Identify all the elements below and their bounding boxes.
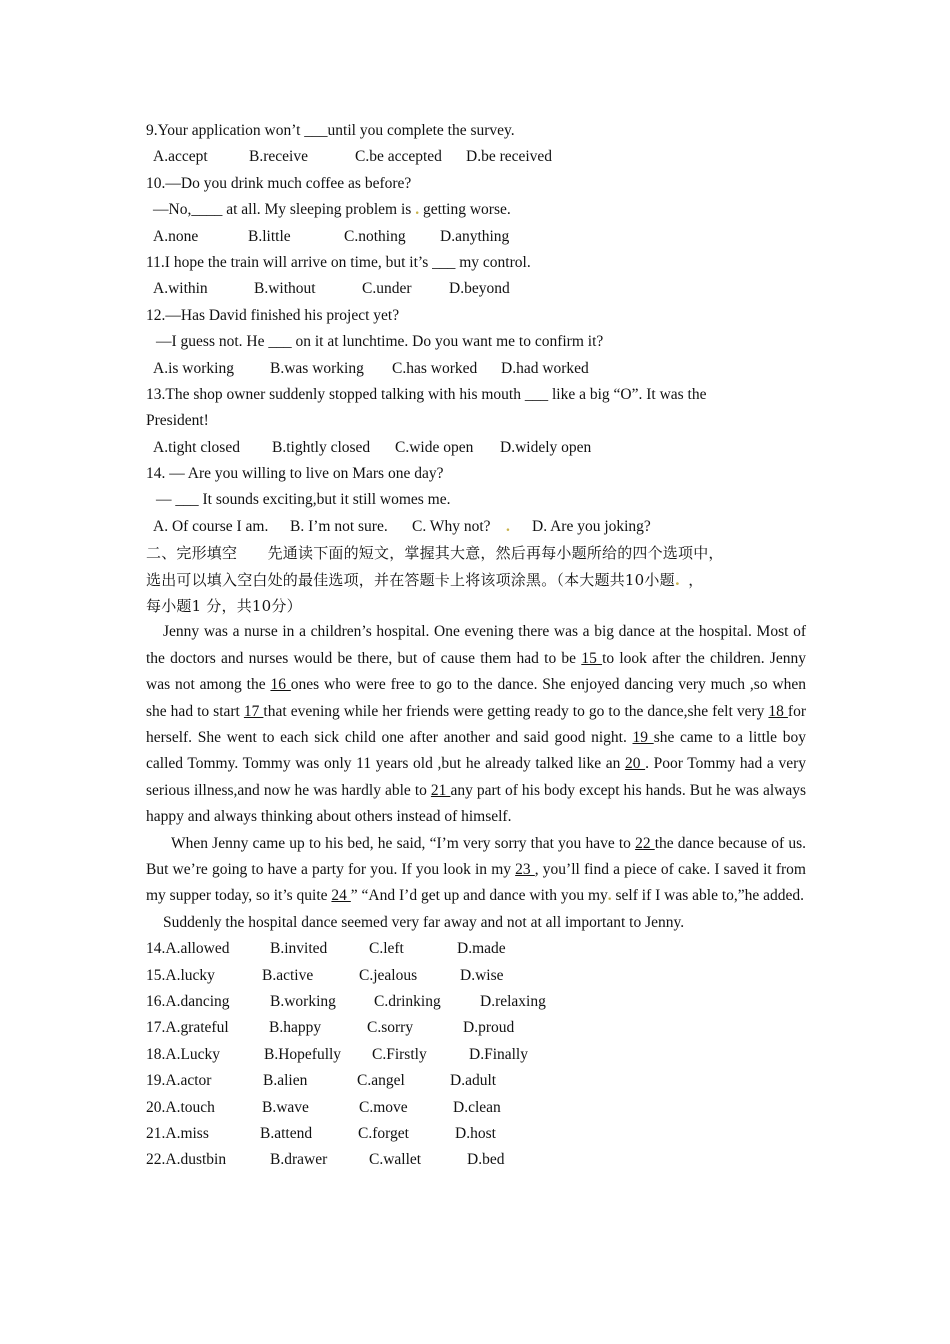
option-d: D.proud <box>463 1019 515 1037</box>
option-c: C.jealous <box>359 966 418 984</box>
option-a: A.none <box>153 227 199 245</box>
passage-paragraph-1 <box>146 619 806 830</box>
option-c: C.forget <box>358 1125 409 1143</box>
passage-text: to look after the children. Jenny was not among the <box>146 649 807 694</box>
blank-20: 20 <box>624 755 646 773</box>
exam-page <box>146 118 806 1174</box>
option-a: 21.A.miss <box>146 1125 209 1143</box>
option-a: A. Of course I am. <box>153 517 269 535</box>
cloze-options-14 <box>146 936 806 962</box>
option-b: B.active <box>262 966 314 984</box>
option-b: B.alien <box>263 1072 308 1090</box>
option-d: D.bed <box>467 1151 505 1169</box>
blank-18: 18 <box>768 702 788 720</box>
option-a: A.within <box>153 280 208 298</box>
option-a: 18.A.Lucky <box>146 1045 221 1063</box>
question-11-options <box>146 276 806 302</box>
option-b: B.wave <box>262 1098 309 1116</box>
yellow-dot-mark: . <box>506 517 510 535</box>
option-a: 20.A.touch <box>146 1098 215 1116</box>
option-b: B.Hopefully <box>264 1045 342 1063</box>
option-c: C.sorry <box>367 1019 414 1037</box>
question-11-stem: 11.I hope the train will arrive on time, but it’s ___ my control. <box>146 253 531 271</box>
cloze-options-15 <box>146 963 806 989</box>
yellow-dot-mark: . <box>674 570 681 589</box>
option-d: D.beyond <box>449 280 510 298</box>
question-10-options <box>146 224 806 250</box>
question-10-stem-line2 <box>146 197 806 223</box>
option-d: D.be received <box>466 148 553 166</box>
section-2-comma: ， <box>688 570 704 589</box>
option-d: D.made <box>457 940 506 958</box>
passage-text: Jenny was a nurse in a children’s hospital. One evening there was a big dance at the hospital. Most of the doctors and nurses would be there, but of cause them had to be <box>146 623 806 667</box>
blank-23: 23 <box>515 861 535 879</box>
option-a: 17.A.grateful <box>146 1019 229 1037</box>
option-c: C.under <box>362 280 412 298</box>
question-13-stem: 13.The shop owner suddenly stopped talking with his mouth ___ like a big “O”. It was the <box>146 385 707 403</box>
option-b: B.was working <box>270 359 364 377</box>
option-a: 19.A.actor <box>146 1072 212 1090</box>
question-12-stem: 12.—Has David finished his project yet? <box>146 306 400 324</box>
blank-17: 17 <box>243 702 264 720</box>
option-b: B.happy <box>269 1019 322 1037</box>
option-c: C.Firstly <box>372 1045 427 1063</box>
passage-text: that evening while her friends were getting ready to go to the dance,she felt very <box>263 702 769 720</box>
passage-text: ones who were free to go to the dance. She enjoyed dancing very much ,so when she had to start <box>146 676 806 720</box>
cloze-options-20 <box>146 1095 806 1121</box>
section-2-heading: 二、完形填空 先通读下面的短文，掌握其大意，然后再每小题所给的四个选项中， <box>146 544 724 563</box>
option-b: B.without <box>254 280 316 298</box>
option-c: C.angel <box>357 1072 405 1090</box>
option-a: 22.A.dustbin <box>146 1151 227 1169</box>
cloze-options-19 <box>146 1068 806 1094</box>
passage-text: she came to a little boy called Tommy. Tommy was only 11 years old ,but he already talked like an <box>146 729 806 773</box>
option-a: 15.A.lucky <box>146 966 215 984</box>
blank-24: 24 <box>331 887 351 905</box>
question-14-stem: 14. — Are you willing to live on Mars one day? <box>146 465 444 483</box>
passage-text: the dance because of us. But we’re going to have a party for you. If you look in my <box>146 834 807 879</box>
passage-text: When Jenny came up to his bed, he said, “I’m very sorry that you have to <box>171 834 636 852</box>
option-d: D.anything <box>440 227 510 245</box>
option-d: D.clean <box>453 1098 501 1116</box>
option-b: B.tightly closed <box>272 438 371 456</box>
option-d: D. Are you joking? <box>532 517 651 535</box>
passage-text: , you’ll find a piece of cake. I saved it from my supper today, so it’s quite <box>146 861 806 905</box>
option-a: A.is working <box>153 359 234 377</box>
blank-21: 21 <box>430 781 451 799</box>
option-c: C.nothing <box>344 227 406 245</box>
option-d: D.adult <box>450 1072 497 1090</box>
option-c: C.left <box>369 940 404 958</box>
passage-text: for herself. She went to each sick child one after another and said good night. <box>146 702 806 747</box>
cloze-options-22 <box>146 1147 806 1173</box>
option-c: C.drinking <box>374 993 441 1011</box>
option-b: B.little <box>248 227 291 245</box>
question-14-options <box>146 514 806 540</box>
cloze-options-21 <box>146 1121 806 1147</box>
question-12-stem-line2: —I guess not. He ___ on it at lunchtime. Do you want me to confirm it? <box>156 333 604 351</box>
option-b: B.receive <box>249 148 308 166</box>
cloze-options-17 <box>146 1015 806 1041</box>
question-9-options <box>146 144 806 170</box>
section-2-instructions <box>146 567 806 593</box>
section-2-scoring: 每小题1 分，共10分） <box>146 597 302 616</box>
option-d: D.host <box>455 1125 496 1143</box>
option-a: A.tight closed <box>153 438 240 456</box>
section-2-instructions-text: 选出可以填入空白处的最佳选项，并在答题卡上将该项涂黑。（本大题共10小题 <box>146 570 675 589</box>
question-9-stem: 9.Your application won’t ___until you complete the survey. <box>146 122 515 139</box>
option-a: 16.A.dancing <box>146 993 230 1011</box>
question-10-text-b: getting worse. <box>422 201 511 219</box>
option-c: C.wallet <box>369 1151 422 1169</box>
option-b: B.invited <box>270 940 328 958</box>
option-c: C.be accepted <box>355 148 442 166</box>
passage-text: any part of his body except his hands. But he was always happy and always thinking about others instead of himself. <box>146 781 806 826</box>
cloze-options-18 <box>146 1042 806 1068</box>
option-a: 14.A.allowed <box>146 940 230 958</box>
blank-15: 15 <box>581 649 603 667</box>
blank-19: 19 <box>632 729 654 747</box>
passage-text: . Poor Tommy had a very serious illness,and now he was hardly able to <box>146 755 806 799</box>
option-b: B. I’m not sure. <box>290 517 388 535</box>
option-d: D.had worked <box>501 359 589 377</box>
question-13-options <box>146 435 806 461</box>
question-13-stem-line2: President! <box>146 412 209 430</box>
question-10-stem: 10.—Do you drink much coffee as before? <box>146 174 412 192</box>
option-c: C. Why not? <box>412 517 491 535</box>
yellow-dot-mark: . <box>415 201 420 219</box>
question-10-text-a: —No,____ at all. My sleeping problem is <box>153 201 412 219</box>
question-14-stem-line2: — ___ It sounds exciting,but it still womes me. <box>156 491 451 509</box>
option-c: C.has worked <box>392 359 478 377</box>
cloze-options-16 <box>146 989 806 1015</box>
passage-text: self if I was able to,”he added. <box>611 887 805 905</box>
option-a: A.accept <box>153 148 208 166</box>
option-b: B.attend <box>260 1125 313 1143</box>
option-b: B.working <box>270 993 336 1011</box>
option-d: D.wise <box>460 966 504 984</box>
option-d: D.relaxing <box>480 993 546 1011</box>
option-c: C.wide open <box>395 438 474 456</box>
blank-22: 22 <box>635 834 655 852</box>
passage-paragraph-3: Suddenly the hospital dance seemed very far away and not at all important to Jenny. <box>163 913 685 931</box>
blank-16: 16 <box>270 676 291 694</box>
option-c: C.move <box>359 1098 408 1116</box>
option-b: B.drawer <box>270 1151 328 1169</box>
passage-text: ” “And I’d get up and dance with you my <box>350 887 608 905</box>
yellow-dot-mark: . <box>607 887 612 905</box>
option-d: D.widely open <box>500 438 592 456</box>
question-12-options <box>146 356 806 382</box>
option-d: D.Finally <box>469 1045 528 1063</box>
passage-paragraph-2 <box>146 831 806 910</box>
